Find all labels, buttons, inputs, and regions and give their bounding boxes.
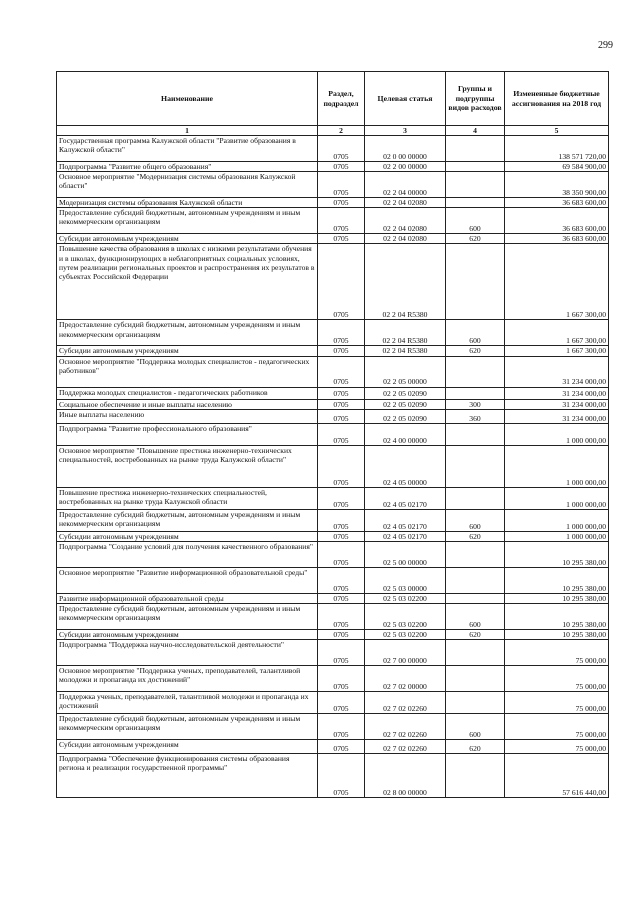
header-row [57,72,609,126]
row-target: 02 5 03 02200 [365,629,446,639]
row-name: Социальное обеспечение и иные выплаты населению [57,399,318,409]
row-group [446,423,505,445]
row-name: Повышение качества образования в школах с низкими результатами обучения и в школах, функционирующих в неблагоприятных социальных условиях, путем реализации региональных проектов и распространения их результатов в субъектах Российской Федерации [57,244,318,320]
row-target: 02 5 03 02200 [365,593,446,603]
table-row [57,445,609,487]
row-section: 0705 [318,531,365,541]
row-target: 02 2 05 00000 [365,356,446,387]
row-name: Субсидии автономным учреждениям [57,531,318,541]
table-row [57,162,609,172]
header-amount: Измененные бюджетные ассигнования на 2018 год [505,72,609,126]
row-target: 02 4 05 00000 [365,445,446,487]
table-row [57,208,609,234]
table-row [57,234,609,244]
table-row [57,541,609,567]
row-group [446,639,505,665]
row-amount: 1 000 000,00 [505,423,609,445]
column-index-row [57,126,609,136]
row-name: Основное мероприятие "Повышение престижа инженерно-технических специальностей, востребованных на рынке труда Калужской области" [57,445,318,487]
row-amount: 1 667 300,00 [505,320,609,346]
row-group [446,541,505,567]
table-row [57,509,609,531]
table-row [57,531,609,541]
row-group [446,567,505,593]
row-amount: 69 584 900,00 [505,162,609,172]
row-name: Основное мероприятие "Поддержка молодых специалистов - педагогических работников" [57,356,318,387]
row-target: 02 2 04 02080 [365,208,446,234]
row-name: Подпрограмма "Создание условий для получения качественного образования" [57,541,318,567]
header-section: Раздел, подраздел [318,72,365,126]
table-row [57,639,609,665]
row-section: 0705 [318,739,365,753]
row-amount: 10 295 380,00 [505,629,609,639]
row-group [446,172,505,198]
row-amount: 10 295 380,00 [505,593,609,603]
row-group: 600 [446,713,505,739]
row-amount: 31 234 000,00 [505,387,609,399]
row-group [446,162,505,172]
row-section: 0705 [318,320,365,346]
row-section: 0705 [318,399,365,409]
row-section: 0705 [318,162,365,172]
row-target: 02 2 04 R5380 [365,346,446,356]
row-section: 0705 [318,665,365,691]
table-row [57,665,609,691]
row-target: 02 2 00 00000 [365,162,446,172]
row-amount: 75 000,00 [505,639,609,665]
column-index: 1 [57,126,318,136]
row-target: 02 4 05 02170 [365,531,446,541]
row-amount: 1 000 000,00 [505,445,609,487]
row-name: Субсидии автономным учреждениям [57,234,318,244]
row-amount: 1 667 300,00 [505,244,609,320]
row-target: 02 4 05 02170 [365,509,446,531]
table-row [57,629,609,639]
table-row [57,198,609,208]
row-name: Субсидии автономным учреждениям [57,346,318,356]
row-section: 0705 [318,244,365,320]
row-section: 0705 [318,198,365,208]
row-section: 0705 [318,629,365,639]
row-group: 620 [446,346,505,356]
table-row [57,346,609,356]
row-amount: 1 000 000,00 [505,531,609,541]
table-row [57,409,609,423]
row-section: 0705 [318,346,365,356]
row-group [446,136,505,162]
row-amount: 36 683 600,00 [505,198,609,208]
row-group: 600 [446,509,505,531]
row-name: Субсидии автономным учреждениям [57,629,318,639]
row-name: Иные выплаты населению [57,409,318,423]
row-amount: 31 234 000,00 [505,399,609,409]
row-group: 620 [446,234,505,244]
row-amount: 10 295 380,00 [505,541,609,567]
row-name: Поддержка ученых, преподавателей, талантливой молодежи и пропаганда их достижений [57,691,318,713]
table-body [57,136,609,798]
header-name: Наименование [57,72,318,126]
row-section: 0705 [318,691,365,713]
row-section: 0705 [318,423,365,445]
row-name: Предоставление субсидий бюджетным, автономным учреждениям и иным некоммерческим организациям [57,713,318,739]
row-target: 02 2 04 02080 [365,234,446,244]
table-row [57,399,609,409]
table-row [57,603,609,629]
row-target: 02 7 00 00000 [365,639,446,665]
row-name: Подпрограмма "Развитие общего образования" [57,162,318,172]
row-group [446,198,505,208]
column-index: 2 [318,126,365,136]
row-target: 02 2 04 R5380 [365,320,446,346]
row-section: 0705 [318,603,365,629]
table-row [57,244,609,320]
row-group: 300 [446,399,505,409]
table-row [57,713,609,739]
column-index: 5 [505,126,609,136]
row-group [446,244,505,320]
row-target: 02 7 02 00000 [365,665,446,691]
row-group [446,593,505,603]
row-amount: 31 234 000,00 [505,409,609,423]
table-row [57,172,609,198]
table-row [57,320,609,346]
row-target: 02 2 05 02090 [365,409,446,423]
row-name: Основное мероприятие "Модернизация системы образования Калужской области" [57,172,318,198]
row-section: 0705 [318,172,365,198]
row-name: Поддержка молодых специалистов - педагогических работников [57,387,318,399]
row-group: 600 [446,603,505,629]
row-section: 0705 [318,487,365,509]
row-section: 0705 [318,593,365,603]
row-group [446,753,505,797]
row-group [446,487,505,509]
row-name: Подпрограмма "Развитие профессионального образования" [57,423,318,445]
table-row [57,593,609,603]
row-target: 02 2 04 R5380 [365,244,446,320]
row-target: 02 5 03 00000 [365,567,446,593]
row-name: Подпрограмма "Обеспечение функционирования системы образования региона и реализации государственной программы" [57,753,318,797]
row-name: Предоставление субсидий бюджетным, автономным учреждениям и иным некоммерческим организациям [57,320,318,346]
row-section: 0705 [318,409,365,423]
table-row [57,356,609,387]
row-name: Субсидии автономным учреждениям [57,739,318,753]
row-section: 0705 [318,753,365,797]
row-target: 02 0 00 00000 [365,136,446,162]
row-target: 02 2 04 02080 [365,198,446,208]
row-amount: 36 683 600,00 [505,234,609,244]
row-amount: 75 000,00 [505,691,609,713]
row-target: 02 7 02 02260 [365,713,446,739]
row-section: 0705 [318,136,365,162]
row-target: 02 8 00 00000 [365,753,446,797]
row-amount: 1 667 300,00 [505,346,609,356]
row-group: 620 [446,629,505,639]
row-name: Модернизация системы образования Калужской области [57,198,318,208]
row-section: 0705 [318,509,365,531]
row-target: 02 4 05 02170 [365,487,446,509]
row-group [446,665,505,691]
row-name: Основное мероприятие "Развитие информационной образовательной среды" [57,567,318,593]
row-name: Основное мероприятие "Поддержка ученых, преподавателей, талантливой молодежи и пропаганда их достижений" [57,665,318,691]
column-index: 4 [446,126,505,136]
row-target: 02 2 05 02090 [365,399,446,409]
row-section: 0705 [318,567,365,593]
row-group [446,445,505,487]
row-amount: 75 000,00 [505,739,609,753]
table-row [57,136,609,162]
row-name: Предоставление субсидий бюджетным, автономным учреждениям и иным некоммерческим организациям [57,509,318,531]
row-amount: 75 000,00 [505,713,609,739]
row-amount: 36 683 600,00 [505,208,609,234]
row-name: Предоставление субсидий бюджетным, автономным учреждениям и иным некоммерческим организациям [57,603,318,629]
row-target: 02 5 00 00000 [365,541,446,567]
table-row [57,423,609,445]
row-target: 02 7 02 02260 [365,691,446,713]
row-target: 02 7 02 02260 [365,739,446,753]
row-amount: 57 616 440,00 [505,753,609,797]
row-section: 0705 [318,387,365,399]
header-groups: Группы и подгруппы видов расходов [446,72,505,126]
row-group [446,356,505,387]
table-row [57,691,609,713]
table-row [57,739,609,753]
row-section: 0705 [318,445,365,487]
row-amount: 1 000 000,00 [505,509,609,531]
row-section: 0705 [318,541,365,567]
row-group: 360 [446,409,505,423]
row-name: Повышение престижа инженерно-технических специальностей, востребованных на рынке труда Калужской области [57,487,318,509]
row-target: 02 4 00 00000 [365,423,446,445]
row-section: 0705 [318,234,365,244]
row-amount: 10 295 380,00 [505,603,609,629]
row-section: 0705 [318,713,365,739]
column-index: 3 [365,126,446,136]
row-group: 620 [446,739,505,753]
row-section: 0705 [318,639,365,665]
table-row [57,567,609,593]
row-target: 02 2 04 00000 [365,172,446,198]
row-amount: 1 000 000,00 [505,487,609,509]
row-target: 02 2 05 02090 [365,387,446,399]
row-section: 0705 [318,356,365,387]
row-amount: 138 571 720,00 [505,136,609,162]
header-target: Целевая статья [365,72,446,126]
row-target: 02 5 03 02200 [365,603,446,629]
budget-table [56,71,609,798]
row-group: 620 [446,531,505,541]
row-group [446,691,505,713]
row-section: 0705 [318,208,365,234]
row-group [446,387,505,399]
page-number: 299 [598,40,613,51]
row-amount: 10 295 380,00 [505,567,609,593]
table-row [57,753,609,797]
row-group: 600 [446,320,505,346]
row-amount: 38 350 900,00 [505,172,609,198]
table-row [57,487,609,509]
row-name: Подпрограмма "Поддержка научно-исследовательской деятельности" [57,639,318,665]
row-group: 600 [446,208,505,234]
row-name: Предоставление субсидий бюджетным, автономным учреждениям и иным некоммерческим организациям [57,208,318,234]
row-name: Государственная программа Калужской области "Развитие образования в Калужской области" [57,136,318,162]
row-name: Развитие информационной образовательной среды [57,593,318,603]
row-amount: 75 000,00 [505,665,609,691]
table-row [57,387,609,399]
row-amount: 31 234 000,00 [505,356,609,387]
